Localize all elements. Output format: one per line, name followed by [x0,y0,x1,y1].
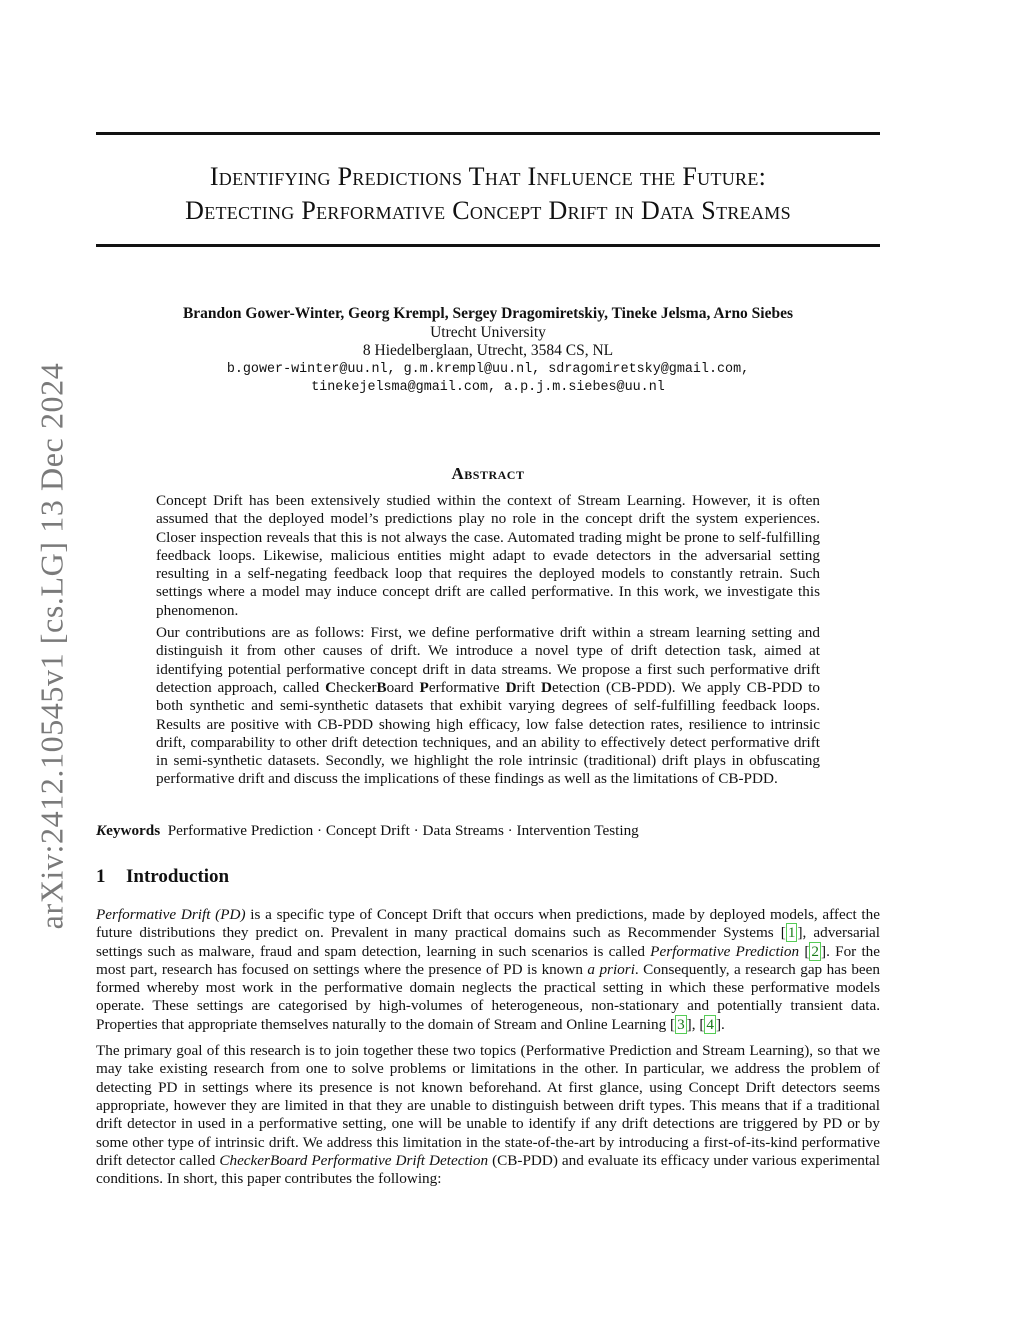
section-title: Introduction [126,866,230,887]
method-name-part-erformative: erformative [428,678,506,696]
abstract-paragraph-1: Concept Drift has been extensively studied within the context of Stream Learning. However, it is often assumed that the deployed model’s predictions play no role in the concept drift the system experiences. Closer inspection reveals that this is not always the case. Automated trading might be prone to self-fulfilling feedback loops. Likewise, malicious entities might adapt to evade detectors in the adversarial setting resulting in a self-negating feedback loop that requires the deployed models to constantly retrain. Such settings where a model may induce concept drift are called performative. In this work, we investigate this phenomenon. [156,492,820,619]
title-line-2: Detecting Performative Concept Drift in Data Streams [185,196,791,225]
method-name-initial-b: B [376,678,387,696]
term-a-priori: a priori [587,960,635,978]
section-heading-introduction [96,866,880,888]
abstract-p2-text-b: (CB-PDD). We apply CB-PDD to both synthetic and semi-synthetic datasets that exhibit varying degrees of self-fulfilling feedback loops. Results are positive with CB-PDD showing high efficacy, low false detection rates, resilience to intrinsic drift, comparability to other drift detection techniques, and an ability to effectively detect performative drift in semi-synthetic datasets. Secondly, we highlight the role intrinsic (traditional) drift plays in obfuscating performative drift and discuss the implications of these findings as well as the limitations of CB-PDD. [156,678,821,788]
method-name-initial-c: C [325,678,337,696]
keywords-line [96,822,880,840]
citation-link[interactable]: 1 [787,924,796,942]
abstract-heading: Abstract [451,464,525,483]
method-name-part-etection: etection [551,678,601,696]
method-name-initial-p: P [419,678,429,696]
section-number: 1 [96,866,106,887]
introduction-body [96,906,880,1196]
method-name-part-rift: rift [516,678,542,696]
term-performative-prediction: Performative Prediction [650,942,800,960]
citation-link[interactable]: 3 [677,1015,685,1033]
paper-title [96,160,880,228]
method-name-part-oard: oard [386,678,420,696]
abstract-body [156,492,820,793]
author-emails-line-2[interactable]: tinekejelsma@gmail.com, a.p.j.m.siebes@uu.nl [311,380,665,395]
author-emails-line-1[interactable]: b.gower-winter@uu.nl, g.m.krempl@uu.nl, sdragomiretsky@gmail.com, [226,361,750,377]
affiliation: Utrecht University [430,323,546,341]
abstract-p2-text-a: Our contributions are as follows: First, we define performative drift within a stream learning setting and distinguish it from other causes of drift. We introduce a novel type of drift detection task, aimed at identifying potential performative concept drift in data streams. We propose a first such performative drift detection approach, called [156,624,820,696]
term-performative-drift: Performative Drift (PD) [96,906,246,923]
term-cb-pdd: CheckerBoard Performative Drift Detection [219,1151,489,1169]
title-line-1: Identifying Predictions That Influence the Future: [209,162,767,191]
title-top-rule [96,132,880,135]
intro-paragraph-2: The primary goal of this research is to join together these two topics (Performative Prediction and Stream Learning), so that we may take existing research from one to solve problems or limitations in the other. In particular, we address the problem of detecting PD in settings where its presence is not known beforehand. At first glance, using Concept Drift detectors seems appropriate, however they are limited in that they are unable to distinguish between drift types. This means that if a traditional drift detector in used in a performative setting, one will be unable to identify if any drift detections are triggered by PD or by some other type of intrinsic drift. We address this limitation in the state-of-the-art by introducing a first-of-its-kind performative drift detector called CheckerBoard Performative Drift Detection (CB-PDD) and evaluate its efficacy under various experimental conditions. In short, this paper contributes the following: [96,1042,880,1188]
method-name-initial-d2: D [541,678,552,696]
intro-paragraph-1: Performative Drift (PD) is a specific type of Concept Drift that occurs when predictions, made by deployed models, affect the future distributions they predict on. Prevalent in many practical domains such as Recommender Systems [ 1 ], adversarial settings such as malware, fraud and spam detection, learning in such scenarios is called Performative Prediction [ 2 ]. For the most part, research has focused on settings where the presence of PD is known a priori. Consequently, a research gap has been formed whereby most work in the performative domain neglects the practical setting in which these performative models operate. These settings are categorised by high-volumes of heterogeneous, non-stationary and potentially transient data. Properties that appropriate themselves naturally to the domain of Stream and Online Learning [ 3 ], [ 4 ]. [96,906,881,1033]
author-block [96,305,880,398]
method-name-part-hecker: hecker [336,678,377,696]
citation-link[interactable]: 2 [811,942,820,960]
keywords-list: Performative Prediction · Concept Drift · Data Streams · Intervention Testing [167,822,639,839]
arxiv-identifier-stamp[interactable]: arXiv:2412.10545v1 [cs.LG] 13 Dec 2024 [33,362,70,930]
title-bottom-rule [96,244,880,247]
citation-link[interactable]: 4 [706,1015,714,1033]
abstract-paragraph-2 [156,624,820,789]
address: 8 Hiedelberglaan, Utrecht, 3584 CS, NL [362,342,614,359]
method-name-initial-d1: D [505,678,517,696]
author-names: Brandon Gower-Winter, Georg Krempl, Sergey Dragomiretskiy, Tineke Jelsma, Arno Siebes [182,305,794,322]
keywords-label: Keywords [96,822,161,839]
